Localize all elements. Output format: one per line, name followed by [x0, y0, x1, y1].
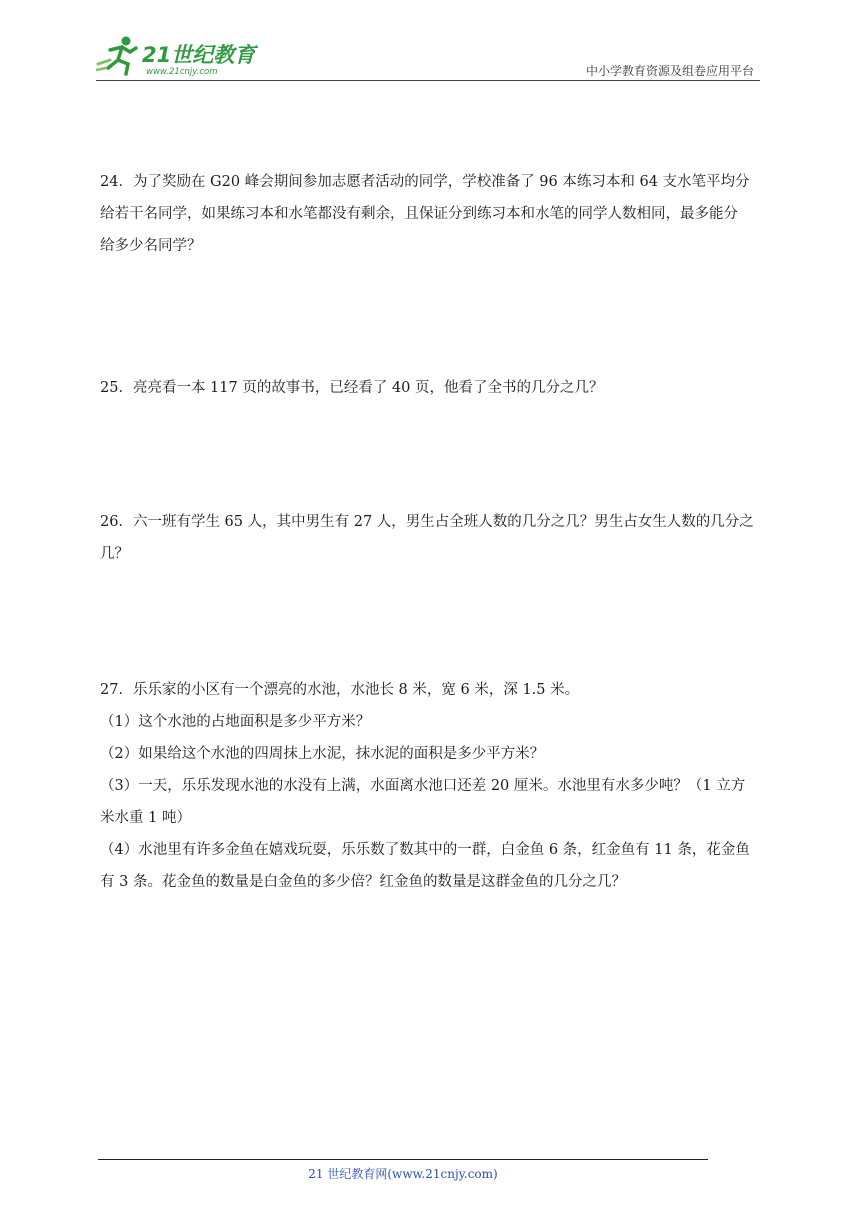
- question-line: 给多少名同学？: [100, 238, 202, 254]
- page-header: [96, 34, 760, 80]
- platform-text: 中小学教育资源及组卷应用平台: [585, 64, 754, 78]
- question-line: 25．亮亮看一本 117 页的故事书，已经看了 40 页，他看了全书的几分之几？: [100, 380, 604, 396]
- question-line: （4）水池里有许多金鱼在嬉戏玩耍，乐乐数了数其中的一群，白金鱼 6 条，红金鱼有 11 条，花金鱼: [100, 842, 750, 858]
- question-line: 24．为了奖励在 G20 峰会期间参加志愿者活动的同学，学校准备了 96 本练习本和 64 支水笔平均分: [100, 174, 750, 190]
- question-line: （1）这个水池的占地面积是多少平方米？: [100, 714, 371, 730]
- question-line: 26．六一班有学生 65 人，其中男生有 27 人，男生占全班人数的几分之几？男生占女生人数的几分之: [100, 514, 754, 530]
- question-line: 米水重 1 吨）: [100, 810, 191, 826]
- question-27: [100, 674, 766, 898]
- question-line: （2）如果给这个水池的四周抹上水泥，抹水泥的面积是多少平方米？: [100, 746, 545, 762]
- logo: [96, 34, 266, 76]
- question-line: 27．乐乐家的小区有一个漂亮的水池，水池长 8 米，宽 6 米，深 1.5 米。: [100, 682, 580, 698]
- runner-icon: [96, 37, 136, 75]
- footer-divider: [98, 1159, 708, 1160]
- question-26: [100, 506, 766, 570]
- logo-url: www.21cnjy.com: [146, 67, 218, 76]
- question-line: （3）一天，乐乐发现水池的水没有上满，水面离水池口还差 20 厘米。水池里有水多少吨？（1 立方: [100, 778, 746, 794]
- header-divider: [96, 80, 760, 81]
- logo-text: 21世纪教育: [142, 43, 256, 67]
- question-25: [100, 372, 766, 404]
- question-line: 有 3 条。花金鱼的数量是白金鱼的多少倍？红金鱼的数量是这群金鱼的几分之几？: [100, 874, 626, 890]
- footer-text[interactable]: 21 世纪教育网(www.21cnjy.com): [308, 1167, 498, 1181]
- question-24: [100, 166, 766, 262]
- question-line: 几？: [100, 546, 129, 562]
- question-line: 给若干名同学，如果练习本和水笔都没有剩余，且保证分到练习本和水笔的同学人数相同，最多能分: [100, 206, 738, 222]
